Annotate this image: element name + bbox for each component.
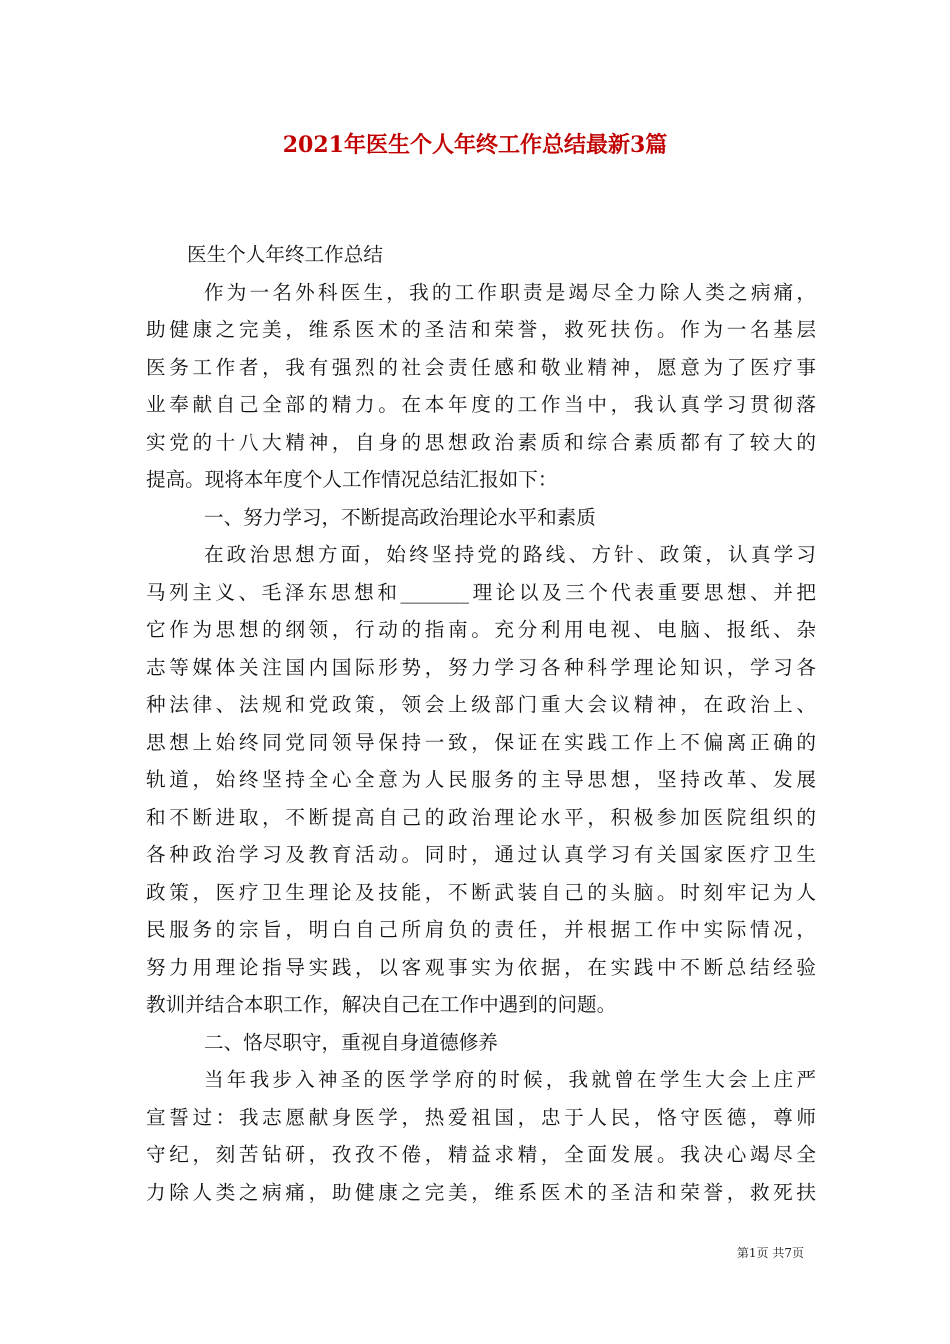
body-line: 当年我步入神圣的医学学府的时候，我就曾在学生大会上庄严 bbox=[204, 1068, 816, 1091]
body-line: 马列主义、毛泽东思想和_______理论以及三个代表重要思想、并把 bbox=[146, 580, 816, 604]
document-body bbox=[146, 236, 816, 1211]
body-line: 医生个人年终工作总结 bbox=[187, 243, 383, 266]
body-line: 思想上始终同党同领导保持一致，保证在实践工作上不偏离正确的 bbox=[146, 730, 816, 754]
body-line: 宣誓过：我志愿献身医学，热爱祖国，忠于人民，恪守医德，尊师 bbox=[146, 1105, 816, 1129]
body-line: 它作为思想的纲领，行动的指南。充分利用电视、电脑、报纸、杂 bbox=[146, 618, 816, 641]
body-line: 一、努力学习，不断提高政治理论水平和素质 bbox=[204, 505, 596, 529]
body-line: 助健康之完美，维系医术的圣洁和荣誉，救死扶伤。作为一名基层 bbox=[146, 318, 816, 341]
body-line: 教训并结合本职工作，解决自己在工作中遇到的问题。 bbox=[146, 993, 617, 1016]
body-line: 医务工作者，我有强烈的社会责任感和敬业精神，愿意为了医疗事 bbox=[146, 355, 816, 379]
document-title: 2021年医生个人年终工作总结最新3篇 bbox=[282, 132, 668, 158]
body-line: 二、恪尽职守，重视自身道德修养 bbox=[204, 1030, 498, 1054]
body-line: 政策，医疗卫生理论及技能，不断武装自己的头脑。时刻牢记为人 bbox=[146, 880, 816, 904]
body-line: 在政治思想方面，始终坚持党的路线、方针、政策，认真学习 bbox=[204, 543, 816, 566]
body-line: 守纪，刻苦钻研，孜孜不倦，精益求精，全面发展。我决心竭尽全 bbox=[146, 1143, 816, 1166]
body-line: 和不断进取，不断提高自己的政治理论水平，积极参加医院组织的 bbox=[146, 805, 816, 829]
body-line: 各种政治学习及教育活动。同时，通过认真学习有关国家医疗卫生 bbox=[146, 843, 816, 866]
body-line: 实党的十八大精神，自身的思想政治素质和综合素质都有了较大的 bbox=[146, 430, 816, 454]
body-line: 提高。现将本年度个人工作情况总结汇报如下： bbox=[146, 468, 558, 491]
body-line: 作为一名外科医生，我的工作职责是竭尽全力除人类之病痛， bbox=[204, 280, 816, 304]
page-number: 第1页 共7页 bbox=[736, 1246, 804, 1260]
body-line: 轨道，始终坚持全心全意为人民服务的主导思想，坚持改革、发展 bbox=[146, 768, 816, 791]
body-line: 种法律、法规和党政策，领会上级部门重大会议精神，在政治上、 bbox=[146, 693, 816, 716]
body-line: 力除人类之病痛，助健康之完美，维系医术的圣洁和荣誉，救死扶 bbox=[146, 1180, 816, 1204]
body-line: 民服务的宗旨，明白自己所肩负的责任，并根据工作中实际情况， bbox=[146, 918, 816, 941]
body-line: 努力用理论指导实践，以客观事实为依据，在实践中不断总结经验 bbox=[146, 955, 816, 979]
body-line: 业奉献自己全部的精力。在本年度的工作当中，我认真学习贯彻落 bbox=[146, 393, 816, 416]
body-line: 志等媒体关注国内国际形势，努力学习各种科学理论知识，学习各 bbox=[146, 655, 816, 679]
